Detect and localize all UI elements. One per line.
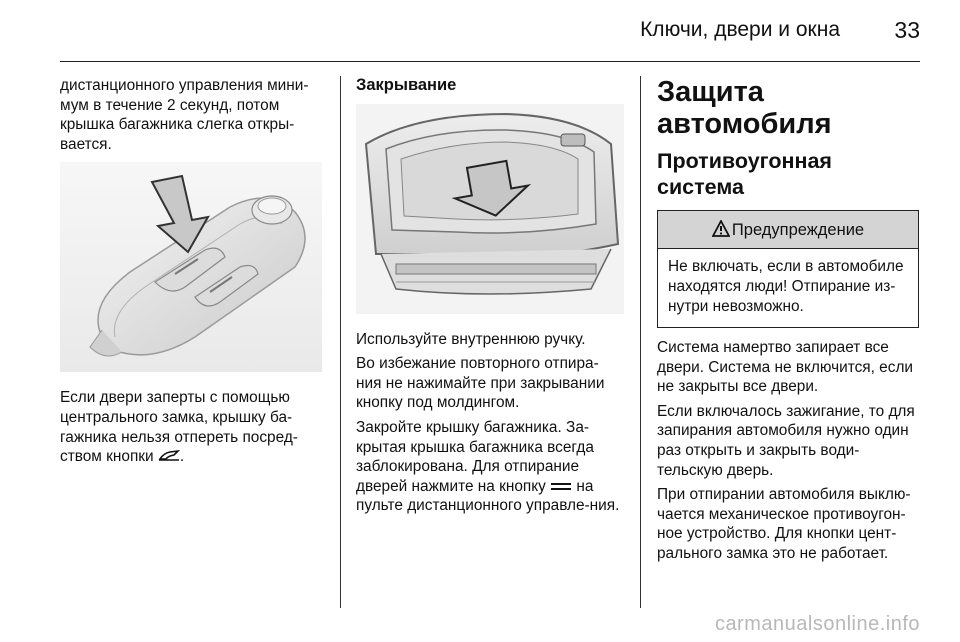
column-divider-1 (340, 76, 341, 608)
remote-key-press-illustration (60, 162, 322, 372)
warning-title: Предупреждение (731, 221, 865, 239)
section-title: Ключи, двери и окна (640, 18, 840, 41)
paragraph: Используйте внутреннюю ручку. (356, 330, 586, 348)
column-1 (60, 76, 322, 472)
section-heading-closing: Закрывание (356, 76, 457, 94)
warning-triangle-icon (712, 220, 730, 237)
page-number: 33 (894, 17, 920, 43)
page-header (60, 0, 920, 62)
paragraph: Закройте крышку багажника. За-крытая крышка багажника всегда заблокирована. Для отпирание дверей нажмите на кнопку на пульте дистанционного управле-ния. (356, 418, 620, 515)
paragraph: Во избежание повторного отпира-ния не нажимайте при закрывании кнопку под молдингом. (356, 355, 605, 412)
trunk-lid-closing-illustration (356, 104, 624, 314)
header-rule (60, 61, 920, 62)
paragraph: Система намертво запирает все двери. Система не включится, если не закрыты все двери. (657, 339, 914, 396)
column-2 (356, 76, 624, 521)
paragraph: Если включалось зажигание, то для запирания автомобиля нужно один раз открыть и закрыть води-тельскую дверь. (657, 402, 915, 479)
section-heading-antitheft: Противоугонная система (657, 149, 832, 199)
warning-header (658, 211, 918, 249)
paragraph: Если двери заперты с помощью центрального замка, крышку ба-гажника нельзя отпереть посред-ством кнопки . (60, 389, 298, 466)
car-trunk-open-icon (158, 449, 180, 463)
paragraph: дистанционного управления мини-мум в течение 2 секунд, потом крышка багажника слегка откры-вается. (60, 77, 309, 153)
warning-text: Не включать, если в автомобиле находятся люди! Отпирание из-нутри невозможно. (668, 258, 904, 315)
watermark: carmanualsonline.info (714, 613, 920, 635)
chapter-heading-vehicle-protection: Защита автомобиля (657, 76, 832, 140)
paragraph: При отпирании автомобиля выклю-чается механическое противоугон-ное устройство. Для кнопки цент-рального замка это не работает. (657, 486, 911, 562)
warning-box (657, 210, 919, 328)
column-divider-2 (640, 76, 641, 608)
double-line-unlock-icon (550, 481, 572, 493)
column-3 (657, 76, 923, 569)
